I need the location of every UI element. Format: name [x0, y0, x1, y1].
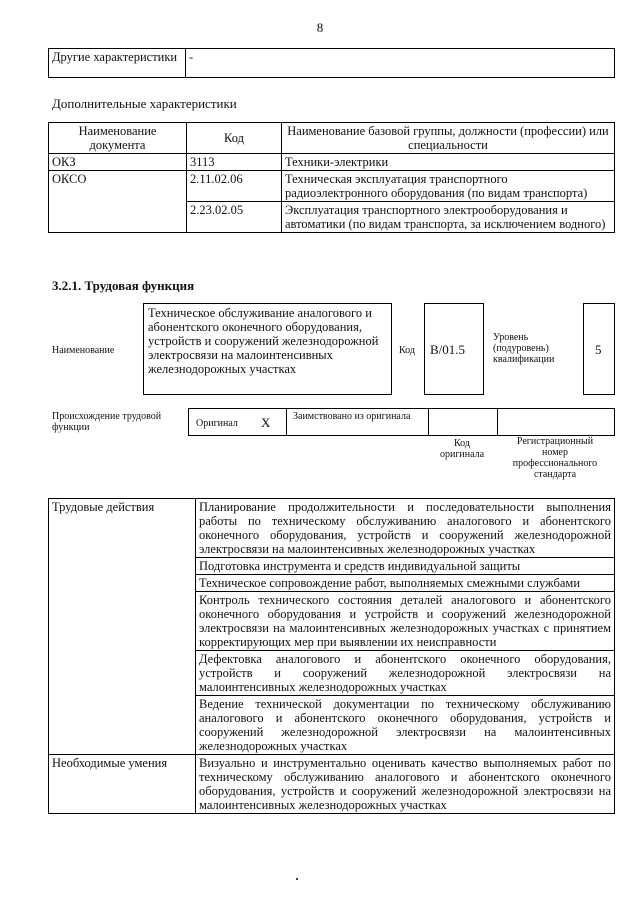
- function-level-value: 5: [595, 342, 602, 357]
- origin-borrowed-cell: [286, 408, 429, 436]
- additional-characteristics-table: [48, 122, 615, 233]
- origin-original-mark: X: [261, 415, 271, 430]
- function-name-label: Наименование: [52, 345, 115, 356]
- other-characteristics-table: [48, 48, 615, 78]
- function-level-label: Уровень (подуровень) квалификации: [493, 332, 555, 365]
- actions-label: Трудовые действия: [49, 499, 196, 755]
- function-name-value: Техническое обслуживание аналогового и абонентского оконечного оборудования, устройств и сооружений железнодорожной электросвязи на малоинтенсивных железнодорожных участках: [148, 306, 379, 376]
- action-item: Планирование продолжительности и последовательности выполнения работы по техническому обслуживанию аналогового и абонентского оконечного оборудования, устройств и сооружений железнодорожной электросвязи на малоинтенсивных железнодорожных участках: [196, 499, 615, 558]
- other-chars-value: -: [186, 49, 615, 78]
- origin-original-cell: [188, 408, 287, 436]
- action-item: Ведение технической документации по техническому обслуживанию аналогового и абонентского оконечного оборудования, устройств и сооружений железнодорожной электросвязи на малоинтенсивных железнодорожных участках: [196, 696, 615, 755]
- origin-code-caption: Код оригинала: [439, 438, 485, 460]
- okz-name: Техники-электрики: [282, 154, 615, 171]
- additional-title: Дополнительные характеристики: [52, 96, 237, 111]
- okso-code-1: 2.11.02.06: [187, 171, 282, 202]
- okso-doc: ОКСО: [49, 171, 187, 233]
- origin-reg-caption: Регистрационный номер профессионального стандарта: [512, 436, 598, 480]
- header-name: Наименование базовой группы, должности (профессии) или специальности: [282, 123, 615, 154]
- origin-code-cell: [428, 408, 498, 436]
- okz-doc: ОКЗ: [49, 154, 187, 171]
- skill-item: Визуально и инструментально оценивать качество выполняемых работ по техническому обслуживанию аналогового и абонентского оконечного оборудования, устройств и сооружений железнодорожной электросвязи на малоинтенсивных железнодорожных участках: [196, 755, 615, 814]
- origin-borrowed-label: Заимствовано из оригинала: [293, 411, 411, 422]
- function-code-value: B/01.5: [430, 342, 466, 357]
- skills-label: Необходимые умения: [49, 755, 196, 814]
- header-doc: Наименование документа: [49, 123, 187, 154]
- labor-actions-table: [48, 498, 615, 814]
- okso-name-2: Эксплуатация транспортного электрооборудования и автоматики (по видам транспорта, за исключением водного): [282, 202, 615, 233]
- header-code: Код: [187, 123, 282, 154]
- section-title: 3.2.1. Трудовая функция: [52, 278, 195, 293]
- function-name-box: [143, 303, 392, 395]
- origin-label: Происхождение трудовой функции: [52, 411, 162, 433]
- okso-name-1: Техническая эксплуатация транспортного радиоэлектронного оборудования (по видам транспорта): [282, 171, 615, 202]
- action-item: Техническое сопровождение работ, выполняемых смежными службами: [196, 575, 615, 592]
- function-code-label: Код: [399, 345, 415, 356]
- origin-reg-cell: [497, 408, 615, 436]
- origin-original-label: Оригинал: [196, 418, 238, 429]
- action-item: Контроль технического состояния деталей аналогового и абонентского оконечного оборудования и устройств и сооружений железнодорожной электросвязи на малоинтенсивных железнодорожных участках с принятием корректирующих мер при выявлении их неисправности: [196, 592, 615, 651]
- action-item: Подготовка инструмента и средств индивидуальной защиты: [196, 558, 615, 575]
- other-chars-label: Другие характеристики: [49, 49, 186, 78]
- function-code-box: [424, 303, 484, 395]
- action-item: Дефектовка аналогового и абонентского оконечного оборудования, устройств и сооружений железнодорожной электросвязи на малоинтенсивных железнодорожных участках: [196, 651, 615, 696]
- okso-code-2: 2.23.02.05: [187, 202, 282, 233]
- page-number: 8: [316, 20, 324, 35]
- function-level-box: [583, 303, 615, 395]
- okz-code: 3113: [187, 154, 282, 171]
- scan-dot: [296, 878, 298, 880]
